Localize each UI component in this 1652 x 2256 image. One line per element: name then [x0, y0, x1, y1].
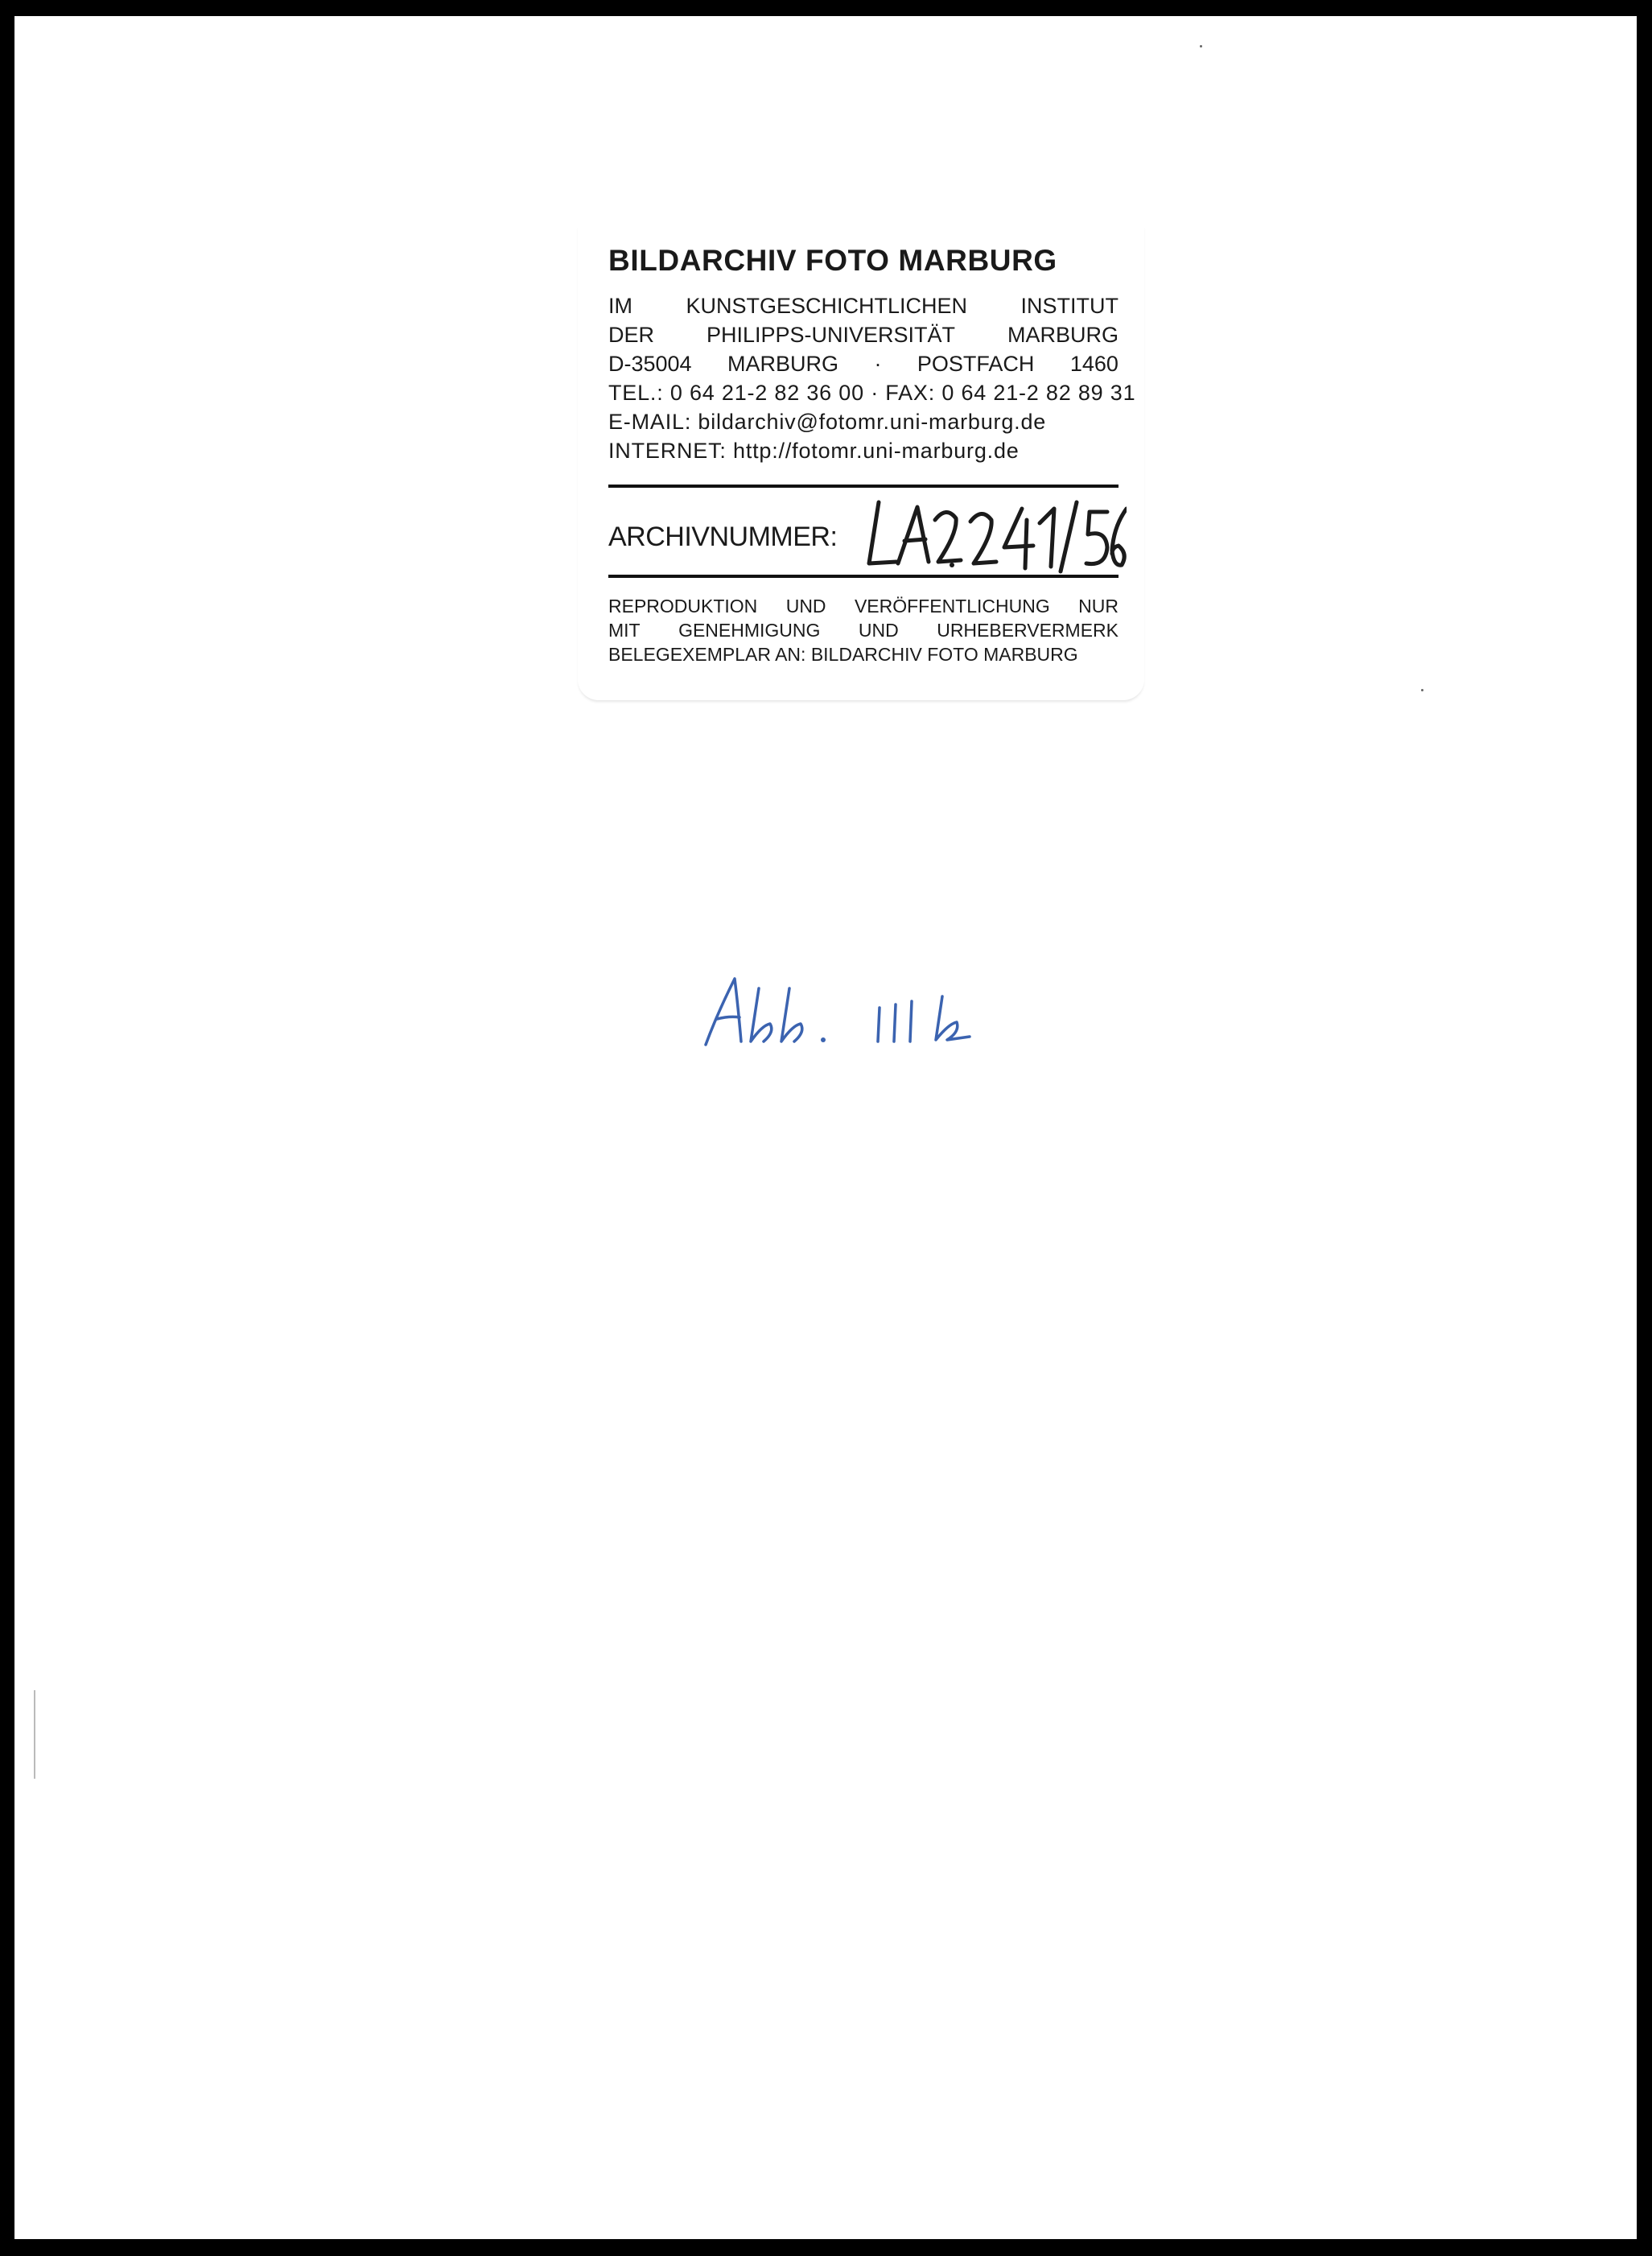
- repro-line-3: BELEGEXEMPLAR AN: BILDARCHIV FOTO MARBURG: [608, 644, 1078, 665]
- repro-word: REPRODUKTION: [608, 596, 758, 617]
- repro-line-1: [608, 594, 1118, 618]
- address-word: POSTFACH: [917, 352, 1035, 376]
- archive-number-label: ARCHIVNUMMER:: [608, 522, 838, 552]
- address-word: DER: [608, 323, 655, 347]
- archive-number-row: [608, 488, 1118, 575]
- repro-word: UND: [858, 620, 899, 641]
- document-page: [14, 16, 1637, 2239]
- address-word: PHILIPPS-UNIVERSITÄT: [706, 323, 956, 347]
- stamp-phone-line: TEL.: 0 64 21-2 82 36 00 · FAX: 0 64 21-2 82 89 31: [608, 381, 1136, 405]
- address-word: IM: [608, 294, 632, 318]
- repro-line-2: [608, 618, 1118, 642]
- stamp-address-line-2: [608, 320, 1118, 349]
- repro-word: URHEBERVERMERK: [937, 620, 1118, 641]
- repro-word: UND: [785, 596, 826, 617]
- stamp-address-line-3: [608, 349, 1118, 378]
- scan-edge-mark: [34, 1690, 35, 1779]
- repro-word: GENEHMIGUNG: [678, 620, 821, 641]
- stamp-internet-line: INTERNET: http://fotomr.uni-marburg.de: [608, 439, 1020, 463]
- stamp-title: BILDARCHIV FOTO MARBURG: [608, 244, 1057, 277]
- address-word: 1460: [1069, 352, 1118, 376]
- address-word: INSTITUT: [1020, 294, 1118, 318]
- archive-number-handwritten: [861, 488, 1127, 575]
- repro-word: VERÖFFENTLICHUNG: [854, 596, 1050, 617]
- paper-speck: [1200, 45, 1202, 47]
- stamp-rule-bottom: [608, 575, 1118, 578]
- repro-word: NUR: [1078, 596, 1118, 617]
- reproduction-notice: [608, 594, 1118, 666]
- address-word: KUNSTGESCHICHTLICHEN: [686, 294, 968, 318]
- archive-stamp: [578, 225, 1144, 700]
- stamp-address-line-1: [608, 291, 1118, 320]
- handwritten-figure-note: [702, 972, 976, 1053]
- address-word: D-35004: [608, 352, 692, 376]
- address-word: ·: [874, 352, 882, 376]
- stamp-email-line: E-MAIL: bildarchiv@fotomr.uni-marburg.de: [608, 410, 1047, 434]
- address-word: MARBURG: [727, 352, 839, 376]
- paper-speck: [1421, 689, 1423, 691]
- repro-word: MIT: [608, 620, 641, 641]
- address-word: MARBURG: [1007, 323, 1118, 347]
